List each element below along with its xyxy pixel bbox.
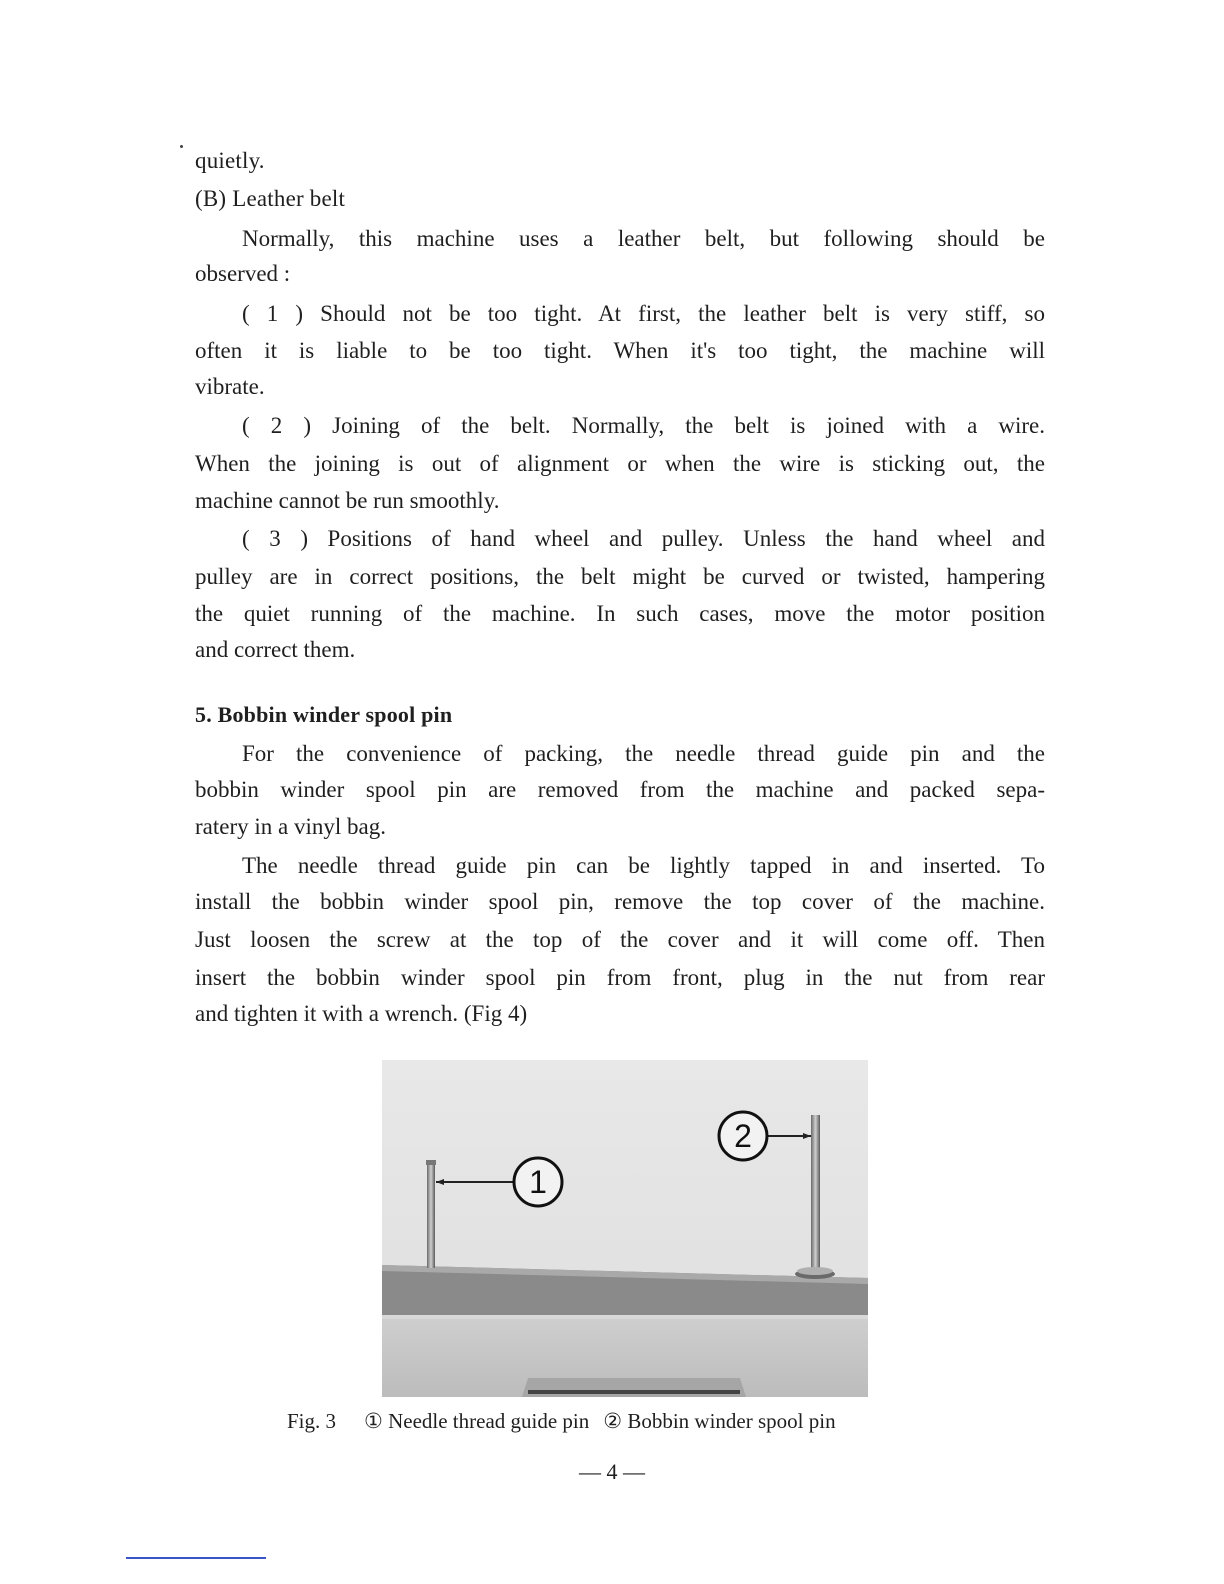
callout-1-label: 1 bbox=[529, 1164, 547, 1200]
footer-rule bbox=[126, 1557, 266, 1559]
paragraph-line: install the bobbin winder spool pin, remove the top cover of the machine. bbox=[195, 889, 1045, 914]
figure-caption bbox=[287, 1406, 836, 1436]
paragraph-line: ( 3 ) Positions of hand wheel and pulley. Unless the hand wheel and bbox=[242, 526, 1045, 551]
paragraph-line: ratery in a vinyl bag. bbox=[195, 814, 386, 839]
paragraph-line: machine cannot be run smoothly. bbox=[195, 488, 500, 513]
paragraph-line: and tighten it with a wrench. (Fig 4) bbox=[195, 1001, 528, 1026]
paragraph-line: ( 2 ) Joining of the belt. Normally, the belt is joined with a wire. bbox=[242, 413, 1045, 438]
caption-item-1: ① Needle thread guide pin bbox=[364, 1409, 590, 1433]
paragraph-line: Normally, this machine uses a leather belt, but following should be bbox=[242, 226, 1045, 251]
paragraph-line: the quiet running of the machine. In such cases, move the motor position bbox=[195, 601, 1045, 626]
caption-item-2: ② Bobbin winder spool pin bbox=[603, 1409, 836, 1433]
paragraph-line: observed : bbox=[195, 261, 291, 286]
section-5-heading: 5. Bobbin winder spool pin bbox=[195, 702, 453, 727]
paragraph-line: bobbin winder spool pin are removed from the machine and packed sepa- bbox=[195, 777, 1045, 802]
paragraph-line: often it is liable to be too tight. When it's too tight, the machine will bbox=[195, 338, 1045, 363]
caption-label: Fig. 3 bbox=[287, 1409, 337, 1433]
paragraph-line: For the convenience of packing, the needle thread guide pin and the bbox=[242, 741, 1045, 766]
paragraph-line: Just loosen the screw at the top of the cover and it will come off. Then bbox=[195, 927, 1045, 952]
paragraph-line: When the joining is out of alignment or when the wire is sticking out, the bbox=[195, 451, 1045, 476]
paragraph-line: vibrate. bbox=[195, 374, 265, 399]
machine-lid-edge bbox=[522, 1378, 746, 1397]
subsection-b-heading: (B) Leather belt bbox=[195, 186, 346, 211]
figure-photo bbox=[382, 1060, 868, 1397]
paragraph-line: insert the bobbin winder spool pin from front, plug in the nut from rear bbox=[195, 965, 1045, 990]
paragraph-line: and correct them. bbox=[195, 637, 356, 662]
page-number: — 4 — bbox=[579, 1459, 645, 1484]
paragraph-line: ( 1 ) Should not be too tight. At first, the leather belt is very stiff, so bbox=[242, 301, 1045, 326]
paragraph-line: pulley are in correct positions, the belt might be curved or twisted, hampering bbox=[195, 564, 1045, 589]
callout-2-label: 2 bbox=[734, 1118, 752, 1154]
paragraph-line: The needle thread guide pin can be lightly tapped in and inserted. To bbox=[242, 853, 1045, 878]
needle-thread-guide-pin-graphic bbox=[426, 1160, 436, 1268]
continuation-text: quietly. bbox=[195, 148, 265, 173]
scan-speck bbox=[180, 145, 183, 148]
